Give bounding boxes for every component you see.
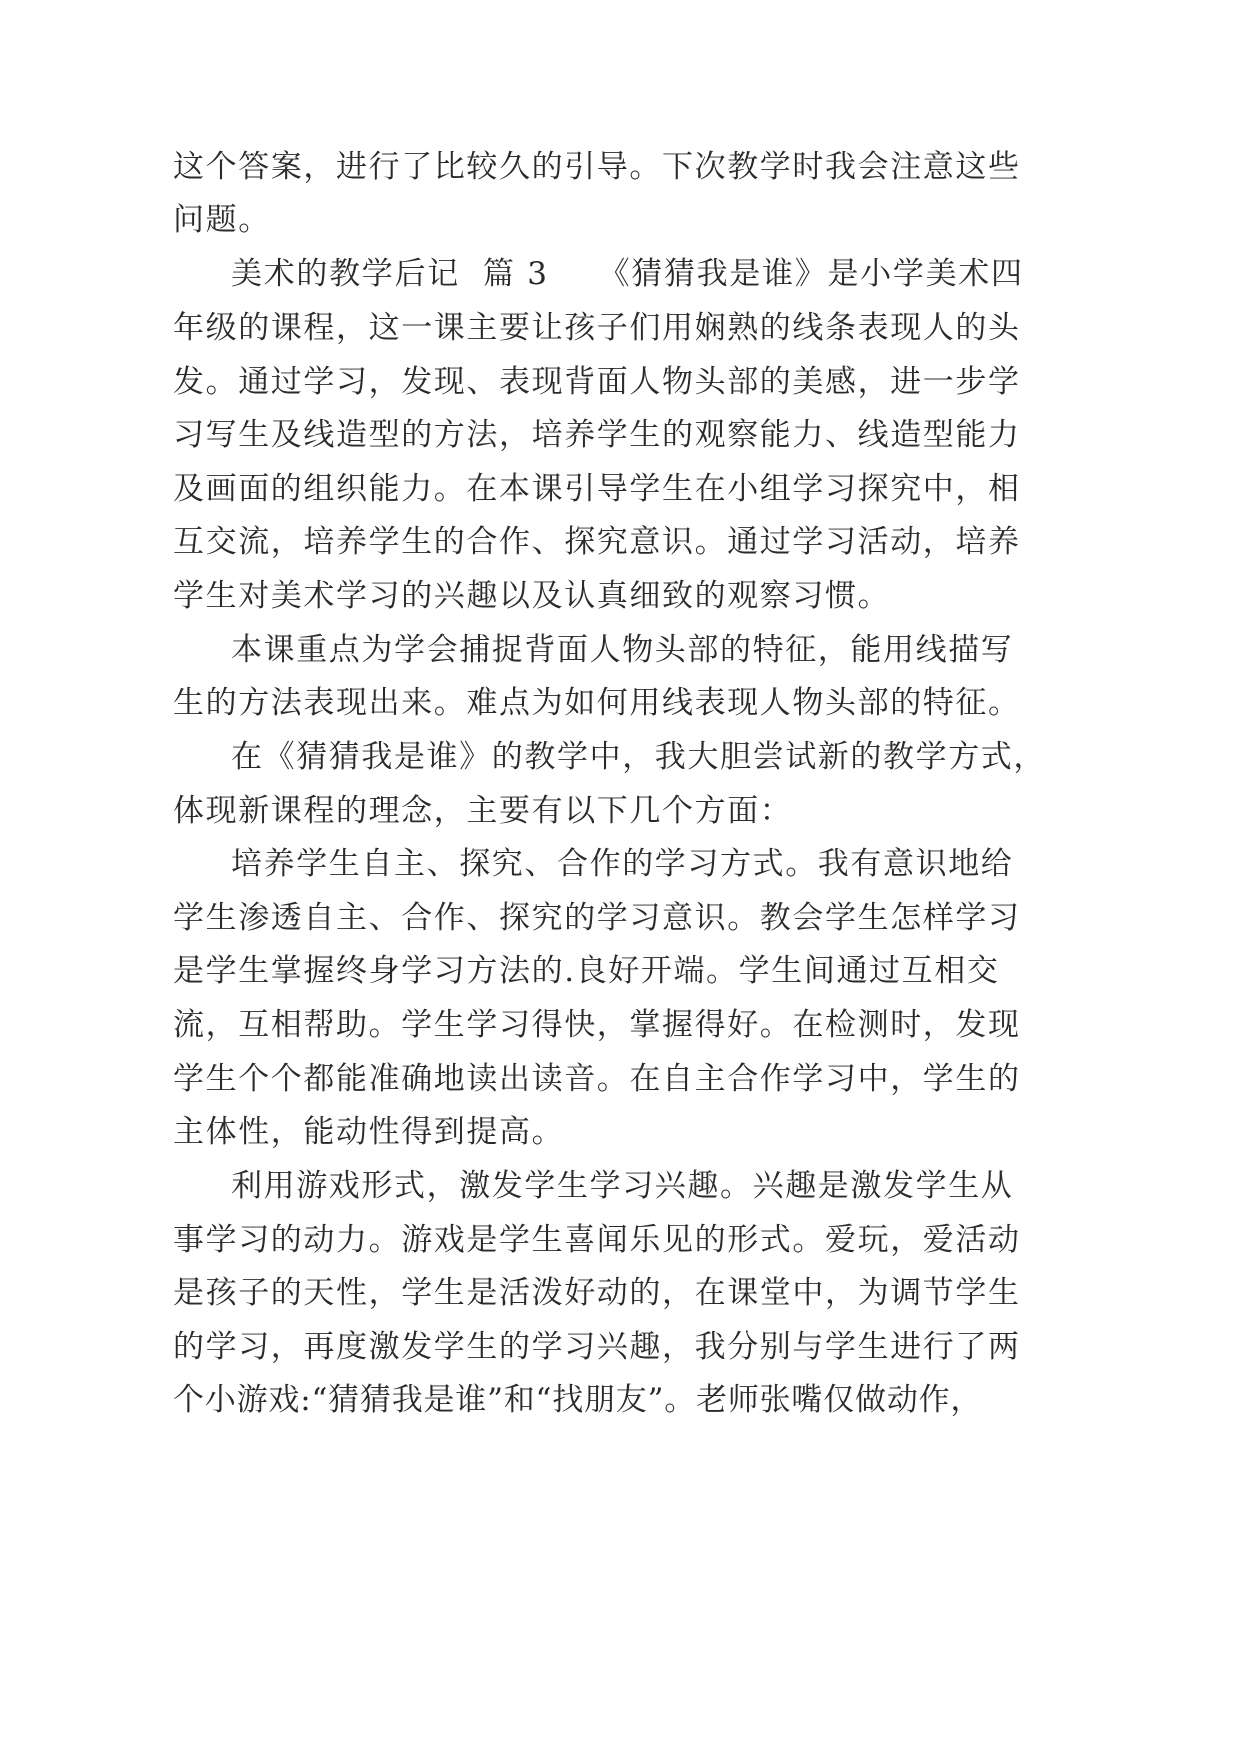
text-line: 的学习，再度激发学生的学习兴趣，我分别与学生进行了两 <box>173 1329 1021 1365</box>
text-line: 是学生掌握终身学习方法的.良好开端。学生间通过互相交 <box>173 953 1000 989</box>
text-line: 利用游戏形式，激发学生学习兴趣。兴趣是激发学生从 <box>231 1168 1014 1204</box>
text-line: 流，互相帮助。学生学习得快，掌握得好。在检测时，发现 <box>173 1007 1021 1043</box>
text-line: 学生对美术学习的兴趣以及认真细致的观察习惯。 <box>173 578 891 614</box>
text-line: 互交流，培养学生的合作、探究意识。通过学习活动，培养 <box>173 524 1021 560</box>
heading-line: 美术的教学后记 篇 3 《猜猜我是谁》是小学美术四 <box>231 256 1024 292</box>
text-line: 体现新课程的理念，主要有以下几个方面： <box>173 793 793 829</box>
text-line: 学生个个都能准确地读出读音。在自主合作学习中，学生的 <box>173 1061 1021 1097</box>
text-line: 学生渗透自主、合作、探究的学习意识。教会学生怎样学习 <box>173 900 1021 936</box>
text-line: 个小游戏:“猜猜我是谁”和“找朋友”。老师张嘴仅做动作， <box>173 1382 983 1418</box>
text-line: 本课重点为学会捕捉背面人物头部的特征，能用线描写 <box>231 632 1014 668</box>
text-line: 发。通过学习，发现、表现背面人物头部的美感，进一步学 <box>173 364 1021 400</box>
text-line: 主体性，能动性得到提高。 <box>173 1114 565 1150</box>
text-line: 事学习的动力。游戏是学生喜闻乐见的形式。爱玩，爱活动 <box>173 1222 1021 1258</box>
text-line: 生的方法表现出来。难点为如何用线表现人物头部的特征。 <box>173 685 1021 721</box>
text-line: 在《猜猜我是谁》的教学中，我大胆尝试新的教学方式， <box>231 739 1046 775</box>
text-line: 是孩子的天性，学生是活泼好动的，在课堂中，为调节学生 <box>173 1275 1021 1311</box>
text-line: 这个答案，进行了比较久的引导。下次教学时我会注意这些 <box>173 149 1021 185</box>
text-line: 培养学生自主、探究、合作的学习方式。我有意识地给 <box>231 846 1014 882</box>
text-line: 及画面的组织能力。在本课引导学生在小组学习探究中，相 <box>173 471 1021 507</box>
text-line: 习写生及线造型的方法，培养学生的观察能力、线造型能力 <box>173 417 1021 453</box>
text-line: 年级的课程，这一课主要让孩子们用娴熟的线条表现人的头 <box>173 310 1021 346</box>
text-line: 问题。 <box>173 202 271 238</box>
